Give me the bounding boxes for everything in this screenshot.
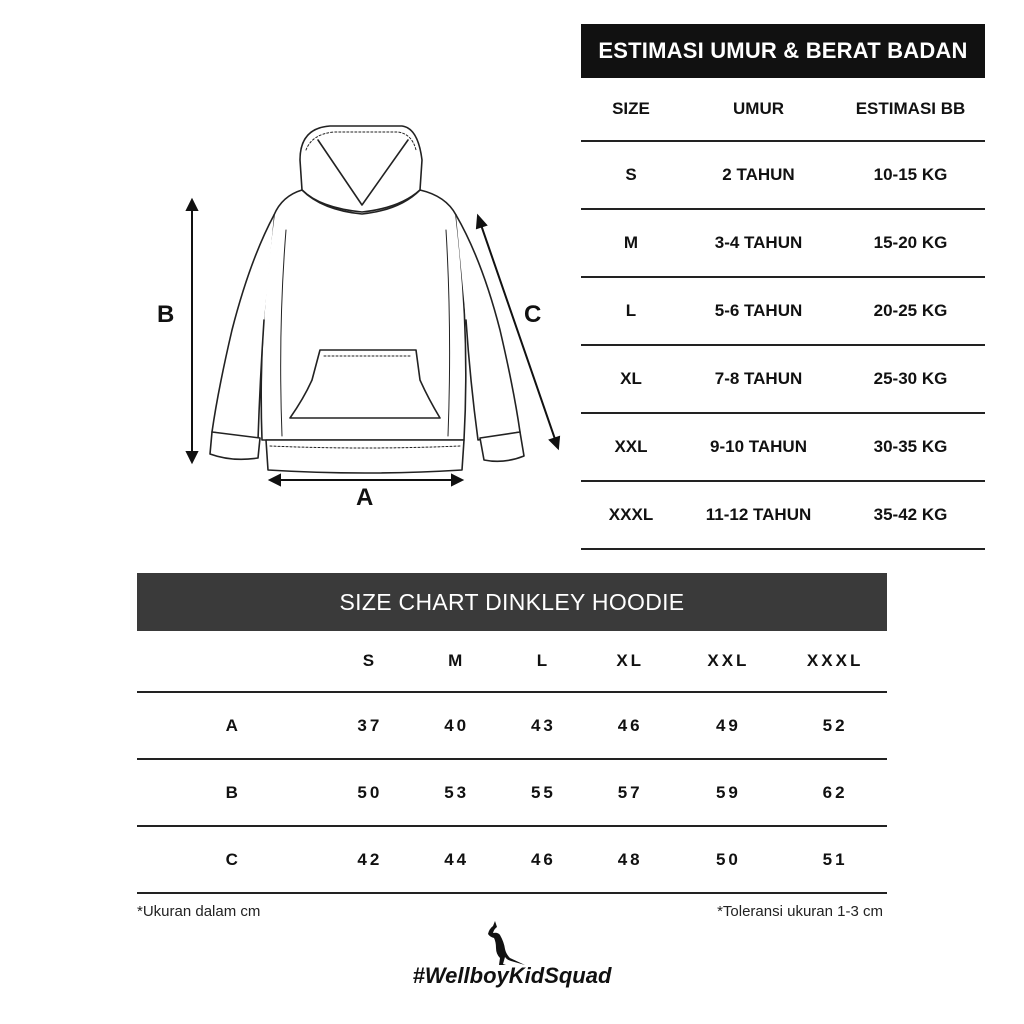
measure-value: 50	[715, 849, 741, 869]
measure-value: 37	[357, 715, 383, 735]
measure-value: 50	[357, 782, 383, 802]
size-header: XXL	[707, 651, 750, 670]
age-cell: 9-10 TAHUN	[710, 437, 807, 456]
age-cell: 5-6 TAHUN	[714, 301, 803, 320]
age-cell: 11-12 TAHUN	[705, 505, 812, 524]
table-row	[581, 278, 985, 346]
weight-cell: 20-25 KG	[873, 301, 948, 320]
measure-label: A	[225, 715, 238, 735]
weight-cell: 30-35 KG	[873, 437, 948, 456]
hoodie-illustration	[150, 110, 580, 530]
table-row	[581, 210, 985, 278]
measure-value: 42	[357, 849, 383, 869]
measure-value: 52	[822, 715, 848, 735]
age-header-bb: ESTIMASI BB	[855, 99, 966, 118]
measure-value: 62	[822, 782, 848, 802]
size-cell: XXXL	[608, 505, 654, 524]
kangaroo-icon	[481, 918, 531, 968]
age-cell: 2 TAHUN	[722, 165, 795, 184]
unit-note: *Ukuran dalam cm	[137, 903, 261, 920]
table-row	[581, 414, 985, 482]
measure-value: 40	[444, 715, 470, 735]
measure-value: 59	[715, 782, 741, 802]
dimension-label-b: B	[157, 301, 175, 328]
measure-label: C	[225, 849, 238, 869]
dimension-label-c: C	[524, 301, 542, 328]
measure-value: 49	[715, 715, 741, 735]
size-header: S	[362, 651, 378, 670]
weight-cell: 25-30 KG	[873, 369, 948, 388]
tolerance-note: *Toleransi ukuran 1-3 cm	[717, 903, 883, 920]
size-chart-table	[137, 573, 887, 894]
size-cell: XL	[620, 369, 642, 388]
age-table-header	[581, 78, 985, 142]
table-row	[581, 482, 985, 550]
table-row	[581, 346, 985, 414]
measure-value: 51	[822, 849, 848, 869]
weight-cell: 15-20 KG	[873, 233, 948, 252]
table-row	[137, 827, 887, 894]
size-chart-title: SIZE CHART DINKLEY HOODIE	[137, 573, 887, 631]
age-cell: 7-8 TAHUN	[714, 369, 803, 388]
table-row	[137, 760, 887, 827]
weight-cell: 10-15 KG	[873, 165, 948, 184]
age-header-size: SIZE	[612, 99, 650, 118]
measure-value: 44	[444, 849, 470, 869]
size-header: XXXL	[806, 651, 864, 670]
measure-value: 43	[530, 715, 556, 735]
size-cell: S	[625, 165, 637, 184]
size-cell: XXL	[614, 437, 648, 456]
age-weight-table	[581, 24, 985, 550]
size-chart-header	[137, 631, 887, 693]
measure-value: 53	[444, 782, 470, 802]
measure-value: 48	[617, 849, 643, 869]
size-cell: M	[623, 233, 639, 252]
measure-value: 46	[530, 849, 556, 869]
age-cell: 3-4 TAHUN	[714, 233, 803, 252]
age-header-umur: UMUR	[733, 99, 784, 118]
size-header: M	[448, 651, 466, 670]
size-cell: L	[625, 301, 637, 320]
weight-cell: 35-42 KG	[873, 505, 948, 524]
age-table-title: ESTIMASI UMUR & BERAT BADAN	[581, 24, 985, 78]
brand-hashtag: #WellboyKidSquad	[412, 963, 612, 988]
measure-value: 57	[617, 782, 643, 802]
table-row	[137, 693, 887, 760]
dimension-label-a: A	[356, 484, 374, 511]
size-header: XL	[616, 651, 645, 670]
size-header: L	[536, 651, 551, 670]
table-row	[581, 142, 985, 210]
measure-label: B	[225, 782, 238, 802]
measure-value: 46	[617, 715, 643, 735]
measure-value: 55	[530, 782, 556, 802]
